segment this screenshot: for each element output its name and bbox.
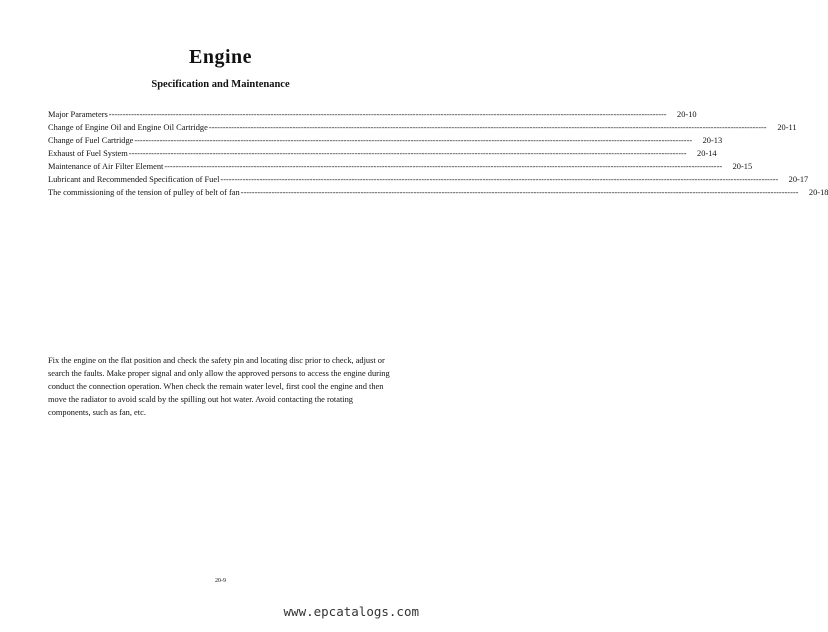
toc-page: 20-18: [808, 188, 828, 197]
toc-entry: [48, 149, 717, 162]
toc-leader: --------------------------------------------------------------------------------------------------------------------------------------------------------------------------------------------------------: [164, 162, 723, 171]
toc-leader: --------------------------------------------------------------------------------------------------------------------------------------------------------------------------------------------------------: [128, 149, 687, 158]
toc-page: 20-17: [788, 175, 809, 184]
toc-label: Change of Engine Oil and Engine Oil Cartridge: [48, 123, 208, 132]
toc-leader: --------------------------------------------------------------------------------------------------------------------------------------------------------------------------------------------------------: [108, 110, 667, 119]
document-title: Engine: [188, 46, 253, 68]
toc-page: 20-15: [732, 162, 753, 171]
toc-label: The commissioning of the tension of pulley of belt of fan: [48, 188, 240, 197]
toc-entry: [48, 136, 723, 149]
toc-label: Maintenance of Air Filter Element: [48, 162, 164, 171]
toc-leader: --------------------------------------------------------------------------------------------------------------------------------------------------------------------------------------------------------: [208, 123, 767, 132]
toc-entry: [48, 123, 797, 136]
toc-page: 20-11: [777, 123, 797, 132]
toc-entry: [48, 175, 809, 188]
toc-label: Change of Fuel Cartridge: [48, 136, 134, 145]
toc-page: 20-13: [702, 136, 723, 145]
toc-page: 20-14: [697, 149, 717, 158]
toc-label: Lubricant and Recommended Specification of Fuel: [48, 175, 220, 184]
table-of-contents: [48, 110, 828, 201]
watermark-url: www.epcatalogs.com: [283, 604, 419, 619]
page-number: 20-9: [215, 578, 226, 584]
toc-entry: [48, 110, 697, 123]
toc-leader: --------------------------------------------------------------------------------------------------------------------------------------------------------------------------------------------------------: [220, 175, 779, 184]
toc-entry: [48, 188, 828, 201]
toc-leader: --------------------------------------------------------------------------------------------------------------------------------------------------------------------------------------------------------: [134, 136, 693, 145]
toc-entry: [48, 162, 753, 175]
toc-leader: --------------------------------------------------------------------------------------------------------------------------------------------------------------------------------------------------------: [240, 188, 799, 197]
toc-label: Major Parameters: [48, 110, 108, 119]
toc-page: 20-10: [677, 110, 697, 119]
safety-note: Fix the engine on the flat position and check the safety pin and locating disc prior to check, adjust or search the faults. Make proper signal and only allow the approved persons to access the engine during conduct the connection operation. When check the remain water level, first cool the engine and then move the radiator to avoid scald by the spilling out hot water. Avoid contacting the rotating components, such as fan, etc.: [48, 356, 390, 417]
document-subtitle: Specification and Maintenance: [151, 79, 290, 90]
toc-label: Exhaust of Fuel System: [48, 149, 128, 158]
